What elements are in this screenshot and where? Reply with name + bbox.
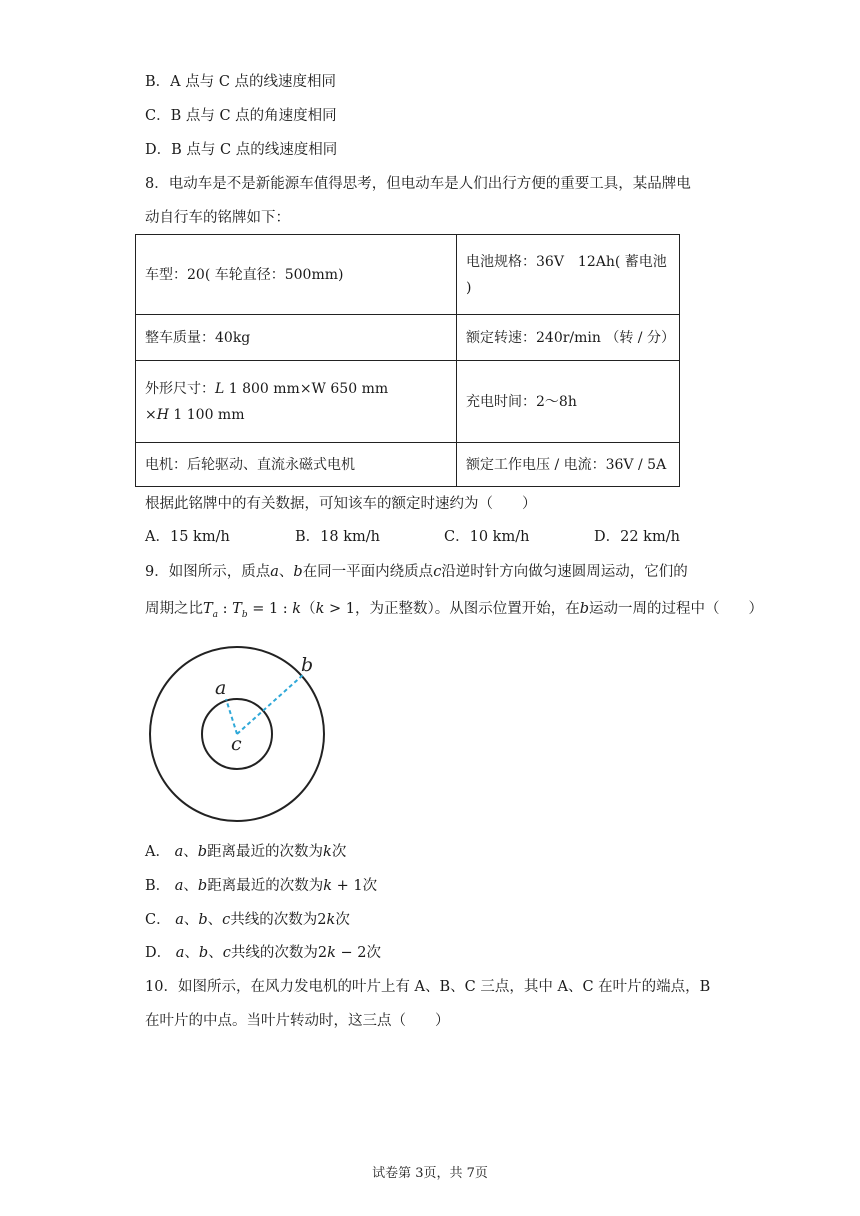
label-c: c [231,733,242,755]
table-cell: 整车质量：40kg [136,315,457,361]
q9-stem-line2: 周期之比$T_a$ : $T_b = 1$ : k（k > 1，为正整数）。从图示位置开始，在b运动一周的过程中（ ） [145,601,764,620]
table-cell: 额定转速：240r/min （转 / 分） [457,315,680,361]
q9-option-a: A． a、b距离最近的次数为k次 [145,844,347,860]
table-row [136,443,680,487]
q8-stem-line1: 8．电动车是不是新能源车值得思考，但电动车是人们出行方便的重要工具，某品牌电 [145,176,691,192]
table-row [136,235,680,315]
q10-stem-line2: 在叶片的中点。当叶片转动时，这三点（ ） [145,1013,450,1029]
table-cell: 额定工作电压 / 电流：36V / 5A [457,443,680,487]
page-footer: 试卷第 3页，共 7页 [372,1166,488,1181]
q9-orbit-figure [140,640,340,830]
table-row [136,315,680,361]
table-cell: 电机：后轮驱动、直流永磁式电机 [136,443,457,487]
q9-option-c: C． a、b、c共线的次数为2k次 [145,912,350,928]
radius-a-dashed [226,699,237,734]
q8-option-a: A．15 km/h [145,529,230,545]
label-b: b [301,654,314,676]
q7-option-b: B．A 点与 C 点的线速度相同 [145,74,337,90]
q8-option-d: D．22 km/h [594,529,680,545]
q8-spec-table [135,234,680,487]
q8-option-c: C．10 km/h [444,529,530,545]
table-cell: 车型：20( 车轮直径：500mm) [136,235,457,315]
q9-stem-line1: 9．如图所示，质点a、b在同一平面内绕质点c沿逆时针方向做匀速圆周运动，它们的 [145,564,688,580]
table-cell: 充电时间：2～8h [457,361,680,443]
table-cell: 电池规格：36V 12Ah( 蓄电池 ) [457,235,680,315]
q9-option-b: B． a、b距离最近的次数为k + 1次 [145,878,378,894]
q8-question: 根据此铭牌中的有关数据，可知该车的额定时速约为（ ） [145,496,537,512]
q7-option-d: D．B 点与 C 点的线速度相同 [145,142,338,158]
q7-option-c: C．B 点与 C 点的角速度相同 [145,108,337,124]
q10-stem-line1: 10．如图所示，在风力发电机的叶片上有 A、B、C 三点，其中 A、C 在叶片的端点，B [145,979,711,995]
q8-stem-line2: 动自行车的铭牌如下： [145,210,290,226]
table-row [136,361,680,443]
q9-option-d: D． a、b、c共线的次数为2k − 2次 [145,945,381,961]
table-cell: 外形尺寸：L 1 800 mm×W 650 mm ×H 1 100 mm [136,361,457,443]
q8-option-b: B．18 km/h [295,529,380,545]
label-a: a [215,677,227,699]
